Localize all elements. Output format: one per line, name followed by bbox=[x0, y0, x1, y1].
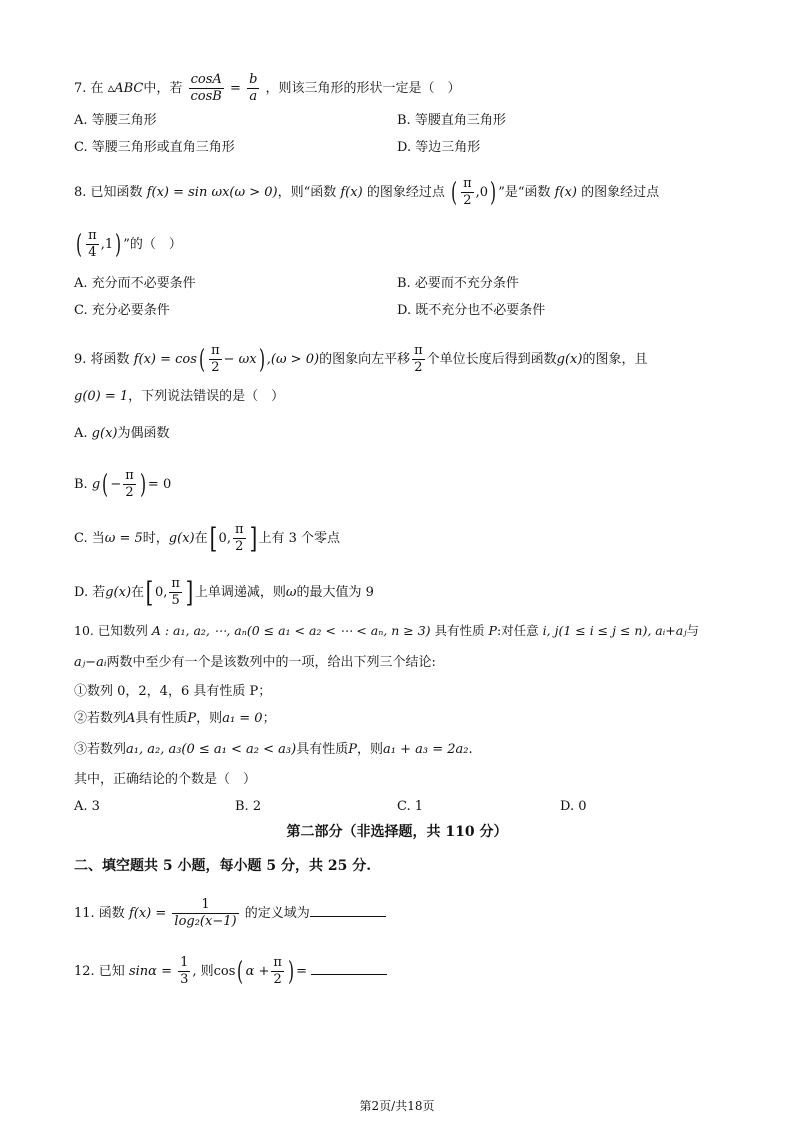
q12-stem: 12. 已知 sinα = $\frac{1}{3}$ , 则cos( α + $\frac{\pi}{2}$ ) = bbox=[74, 955, 387, 988]
q9-stem-line1: 9. 将函数 f(x) = cos( $\frac{\pi}{2}$ − ωx) ,(ω > 0)的图象向左平移 $\frac{\pi}{2}$ 个单位长度后得到函数g(x)的图象，且 bbox=[74, 343, 648, 375]
q9-option-c[interactable]: C. 当ω = 5时，g(x)在[ 0, $\frac{\pi}{2}$ ] 上有 3 个零点 bbox=[74, 521, 340, 555]
q11-stem: 11. 函数 f(x) = $\frac{1}{\text{log₂(x−1)}}$ 的定义域为 bbox=[74, 897, 386, 930]
q10-option-d[interactable]: D. 0 bbox=[560, 799, 587, 814]
q7-option-a[interactable]: A. 等腰三角形 bbox=[74, 113, 157, 128]
q8-option-d[interactable]: D. 既不充分也不必要条件 bbox=[397, 303, 546, 318]
q10-option-a[interactable]: A. 3 bbox=[74, 799, 100, 814]
q9-option-d-fraction: $\frac{\pi}{5}$ bbox=[171, 576, 180, 608]
q8-option-b[interactable]: B. 必要而不充分条件 bbox=[397, 276, 519, 291]
q9-shift-fraction: $\frac{\pi}{2}$ bbox=[414, 343, 423, 375]
q7-option-d[interactable]: D. 等边三角形 bbox=[397, 140, 481, 155]
q8-option-c[interactable]: C. 充分必要条件 bbox=[74, 303, 170, 318]
part2-title: 第二部分（非选择题，共 110 分） bbox=[286, 824, 508, 840]
page-number: 第2页/共18页 bbox=[359, 1099, 435, 1113]
q9-option-b-fraction: $\frac{\pi}{2}$ bbox=[125, 468, 134, 500]
q10-option-c[interactable]: C. 1 bbox=[397, 799, 424, 814]
q7-option-b[interactable]: B. 等腰直角三角形 bbox=[397, 113, 506, 128]
q12-fraction-pi: $\frac{\pi}{2}$ bbox=[273, 955, 282, 987]
q9-option-b[interactable]: B. g( − $\frac{\pi}{2}$ ) = 0 bbox=[74, 468, 172, 500]
q10-conclusion-3: ③若数列a₁, a₂, a₃(0 ≤ a₁ < a₂ < a₃)具有性质P，则a₁ + a₃ = 2a₂. bbox=[74, 742, 473, 757]
q8-option-a[interactable]: A. 充分而不必要条件 bbox=[74, 276, 196, 291]
q12-answer-blank[interactable] bbox=[311, 961, 387, 975]
q10-conclusion-2: ②若数列A具有性质P，则a₁ = 0； bbox=[74, 711, 276, 726]
q10-stem-line2: aⱼ−aᵢ两数中至少有一个是该数列中的一项，给出下列三个结论: bbox=[74, 655, 436, 670]
q10-conclusion-1: ①数列 0，2，4，6 具有性质 P； bbox=[74, 684, 272, 699]
q10-question: 其中，正确结论的个数是（ ） bbox=[74, 772, 257, 787]
q12-fraction-sin: $\frac{1}{3}$ bbox=[180, 955, 189, 987]
q8-stem-line1: 8. 已知函数 f(x) = sin ωx(ω > 0)，则“函数 f(x) 的图象经过点 ( $\frac{\pi}{2}$ ,0) ”是“函数 f(x) 的图象经过点 bbox=[74, 176, 660, 208]
q11-answer-blank[interactable] bbox=[310, 903, 386, 917]
q9-option-a[interactable]: A. g(x)为偶函数 bbox=[74, 426, 170, 441]
triangle-icon: ▵ bbox=[107, 81, 115, 96]
q10-option-b[interactable]: B. 2 bbox=[235, 799, 262, 814]
q9-option-d[interactable]: D. 若g(x)在[ 0, $\frac{\pi}{5}$ ] 上单调递减，则ω的最大值为 9 bbox=[74, 575, 374, 609]
section-title: 二、填空题共 5 小题，每小题 5 分，共 25 分. bbox=[74, 858, 372, 874]
q7-fraction-ba: $\frac{b}{a}$ bbox=[249, 72, 258, 104]
q7-fraction-cos: $\frac{\cos A}{\cos B}$ bbox=[190, 72, 222, 104]
q9-phase-fraction: $\frac{\pi}{2}$ bbox=[211, 343, 220, 375]
q8-point2-fraction: $\frac{\pi}{4}$ bbox=[88, 228, 97, 260]
q8-point1-fraction: $\frac{\pi}{2}$ bbox=[463, 176, 472, 208]
q8-stem-line2: ( $\frac{\pi}{4}$ ,1) ”的（ ） bbox=[76, 228, 182, 260]
q7-option-c[interactable]: C. 等腰三角形或直角三角形 bbox=[74, 140, 235, 155]
q10-stem-line1: 10. 已知数列 A : a₁, a₂, ⋯, aₙ(0 ≤ a₁ < a₂ < ⋯ < aₙ, n ≥ 3) 具有性质 P:对任意 i, j(1 ≤ i ≤ j ≤ n), aᵢ+aⱼ与 bbox=[74, 623, 700, 638]
q9-stem-line2: g(0) = 1，下列说法错误的是（ ） bbox=[74, 389, 285, 404]
q11-fraction: $\frac{1}{\text{log₂(x−1)}}$ bbox=[174, 897, 237, 929]
q9-option-c-fraction: $\frac{\pi}{2}$ bbox=[234, 522, 244, 554]
q7-stem: 7. 在 ▵ABC中，若 $\frac{\cos A}{\cos B}$ = $\frac{b}{a}$ ，则该三角形的形状一定是（ ） bbox=[74, 72, 461, 104]
